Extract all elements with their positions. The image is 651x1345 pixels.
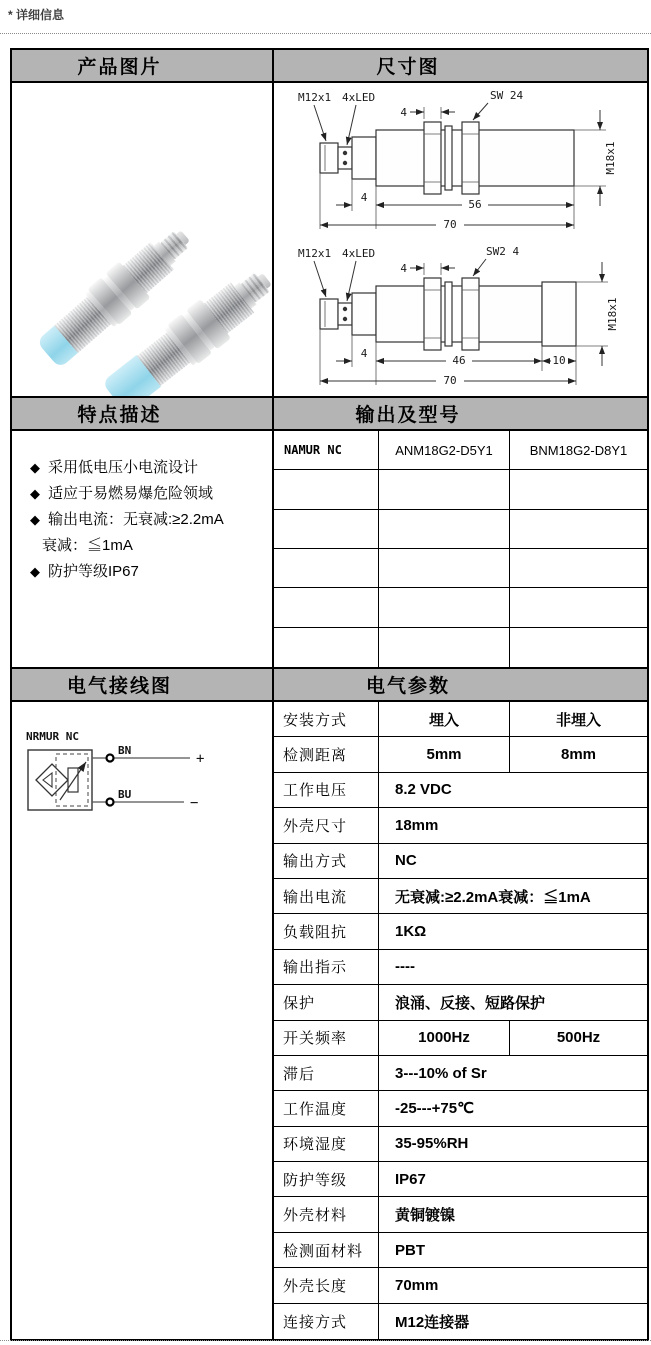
empty-cell [510, 549, 647, 587]
table-row [274, 470, 647, 509]
dim-label-tip: 10 [552, 354, 566, 367]
empty-cell [379, 549, 510, 587]
param-label: 环境湿度 [274, 1127, 379, 1161]
param-row [274, 1233, 647, 1268]
param-value: IP67 [395, 1170, 426, 1188]
terminal-dot [107, 755, 114, 762]
table-row [274, 549, 647, 588]
product-photo [12, 83, 274, 396]
empty-cell [510, 628, 647, 667]
dim-label-step: 4 [360, 191, 368, 204]
param-label: 开关频率 [274, 1021, 379, 1055]
table-row [274, 431, 647, 470]
param-row [274, 1127, 647, 1162]
header-features: 特点描述 [12, 398, 274, 429]
param-label: 检测距离 [274, 737, 379, 771]
param-row [274, 1268, 647, 1303]
dim-label-body: 56 [468, 198, 482, 211]
param-label: 保护 [274, 985, 379, 1019]
param-label: 防护等级 [274, 1162, 379, 1196]
param-value: 浪涌、反接、短路保护 [395, 994, 546, 1012]
param-value: 8.2 VDC [395, 781, 452, 799]
param-label: 工作温度 [274, 1091, 379, 1125]
param-label: 滞后 [274, 1056, 379, 1090]
led-dot [343, 307, 347, 311]
param-label: 安装方式 [274, 702, 379, 736]
param-label: 检测面材料 [274, 1233, 379, 1267]
empty-cell [510, 588, 647, 626]
param-value: 黄铜镀镍 [395, 1207, 456, 1225]
features-cell [12, 431, 274, 667]
led-dot [343, 317, 347, 321]
param-value: 非埋入 [555, 711, 601, 729]
model-nonflush-cell: BNM18G2-D8Y1 [529, 442, 628, 458]
dim-label-connector: M12x1 [298, 91, 332, 104]
spec-table [10, 48, 649, 1341]
header-electrical-params: 电气参数 [274, 669, 647, 700]
feature-item [22, 507, 264, 533]
empty-cell [274, 628, 379, 667]
param-value: 18mm [395, 816, 439, 834]
plus-sign: + [196, 751, 205, 767]
wire-label-bn: BN [118, 744, 132, 757]
param-value: 1KΩ [395, 923, 427, 941]
model-flush-cell: ANM18G2-D5Y1 [379, 431, 510, 469]
param-row [274, 1304, 647, 1339]
page-note: * 详细信息 [8, 8, 65, 22]
param-label: 外壳材料 [274, 1197, 379, 1231]
param-label: 连接方式 [274, 1304, 379, 1339]
empty-cell [510, 510, 647, 548]
feature-text: 采用低电压小电流设计 [48, 459, 199, 476]
dimension-diagrams [274, 83, 647, 396]
params-cell [274, 702, 647, 1339]
feature-item-continuation [22, 533, 264, 559]
param-label: 输出方式 [274, 844, 379, 878]
header-row-3 [12, 669, 647, 702]
dim-diagram-flush [274, 83, 647, 239]
dim-diagram-nonflush [274, 239, 647, 395]
diamond-bullet-icon: ◆ [30, 564, 40, 579]
param-value: PBT [395, 1241, 425, 1259]
empty-cell [379, 588, 510, 626]
features-list [12, 431, 272, 585]
param-row [274, 914, 647, 949]
param-value: 70mm [395, 1276, 439, 1294]
wiring-diagram [12, 716, 274, 886]
feature-item [22, 455, 264, 481]
empty-cell [274, 470, 379, 508]
param-value: -25---+75℃ [395, 1100, 474, 1118]
header-output-model: 输出及型号 [274, 398, 647, 429]
param-value: M12连接器 [395, 1313, 470, 1331]
dim-label-led: 4xLED [342, 91, 376, 104]
param-value: 3---10% of Sr [395, 1064, 487, 1082]
dim-label-wrench: SW2 4 [486, 245, 520, 258]
dim-label-nut-width: 4 [400, 262, 407, 275]
param-row [274, 844, 647, 879]
feature-text: 输出电流：无衰减:≥2.2mA [48, 511, 224, 528]
wiring-cell [12, 702, 274, 1339]
header-dimension-diagram: 尺寸图 [274, 50, 647, 81]
bottom-divider [0, 1340, 651, 1341]
led-dot [343, 151, 347, 155]
dim-label-body: 46 [452, 354, 466, 367]
dim-label-total: 70 [443, 218, 457, 231]
dim-label-nut-width: 4 [400, 106, 407, 119]
param-row [274, 808, 647, 843]
dim-label-total: 70 [443, 374, 457, 387]
param-row [274, 702, 647, 737]
wire-label-bu: BU [118, 788, 132, 801]
param-value: 5mm [379, 737, 510, 771]
output-type-cell: NAMUR NC [274, 431, 379, 469]
output-model-cell [274, 431, 647, 667]
feature-text: 衰减：≦1mA [42, 537, 133, 554]
wiring-title: NRMUR NC [26, 730, 79, 743]
diamond-bullet-icon: ◆ [30, 486, 40, 501]
empty-cell [379, 510, 510, 548]
param-value: 无衰减:≥2.2mA衰减：≦1mA [395, 888, 591, 906]
empty-cell [379, 628, 510, 667]
electrical-params-table [274, 702, 647, 1339]
dim-label-thread: M18x1 [604, 141, 617, 175]
feature-text: 适应于易燃易爆危险领域 [48, 485, 214, 502]
terminal-dot [107, 799, 114, 806]
empty-cell [274, 588, 379, 626]
param-label: 输出指示 [274, 950, 379, 984]
table-row [274, 510, 647, 549]
led-dot [343, 161, 347, 165]
content-row-2 [12, 431, 647, 669]
dim-label-thread: M18x1 [606, 297, 619, 331]
content-row-3 [12, 702, 647, 1339]
param-row [274, 1162, 647, 1197]
param-row [274, 1056, 647, 1091]
diamond-bullet-icon: ◆ [30, 512, 40, 527]
empty-cell [274, 549, 379, 587]
param-value: 8mm [560, 746, 597, 764]
param-value: 500Hz [556, 1029, 601, 1047]
param-value: NC [395, 852, 417, 870]
dim-label-wrench: SW 24 [490, 89, 524, 102]
param-row [274, 1197, 647, 1232]
empty-cell [379, 470, 510, 508]
param-label: 工作电压 [274, 773, 379, 807]
param-row [274, 950, 647, 985]
param-label: 外壳尺寸 [274, 808, 379, 842]
dim-label-connector: M12x1 [298, 247, 332, 260]
empty-cell [274, 510, 379, 548]
output-model-table [274, 431, 647, 667]
param-row [274, 737, 647, 772]
header-wiring: 电气接线图 [12, 669, 274, 700]
param-value: 埋入 [379, 702, 510, 736]
param-label: 外壳长度 [274, 1268, 379, 1302]
param-value: 35-95%RH [395, 1135, 469, 1153]
param-row [274, 985, 647, 1020]
header-row-1 [12, 50, 647, 83]
param-label: 输出电流 [274, 879, 379, 913]
param-label: 负载阻抗 [274, 914, 379, 948]
diamond-bullet-icon: ◆ [30, 460, 40, 475]
param-row [274, 879, 647, 914]
top-divider [0, 33, 651, 34]
feature-item [22, 481, 264, 507]
header-row-2 [12, 398, 647, 431]
empty-cell [510, 470, 647, 508]
sensor-symbol-inner-icon [43, 773, 52, 787]
table-row [274, 588, 647, 627]
content-row-1 [12, 83, 647, 398]
table-row [274, 628, 647, 667]
header-product-image: 产品图片 [12, 50, 274, 81]
param-row [274, 1021, 647, 1056]
param-value: 1000Hz [379, 1021, 510, 1055]
feature-text: 防护等级IP67 [48, 563, 139, 580]
param-value: ---- [395, 958, 415, 976]
minus-sign: − [190, 795, 199, 811]
param-row [274, 1091, 647, 1126]
dim-label-led: 4xLED [342, 247, 376, 260]
dim-label-step: 4 [360, 347, 368, 360]
param-row [274, 773, 647, 808]
feature-item [22, 559, 264, 585]
